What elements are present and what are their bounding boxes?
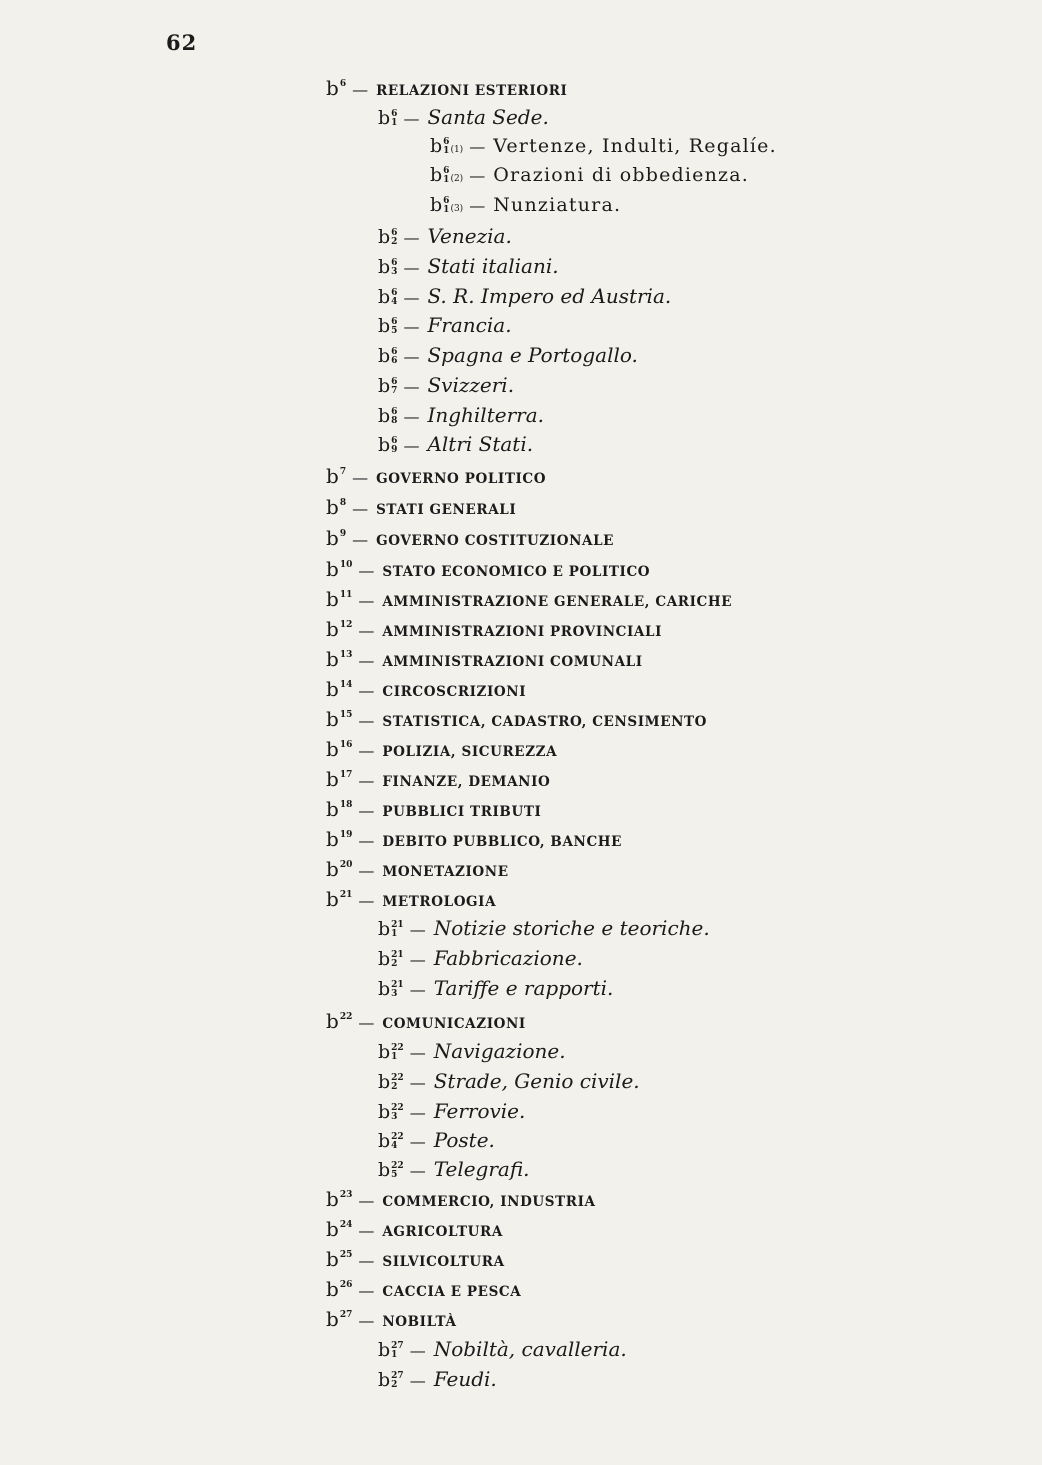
code-superscript: 6 <box>391 347 398 358</box>
entry-label: Poste. <box>433 1128 495 1152</box>
entry-label: Inghilterra. <box>427 403 544 427</box>
code-base: b <box>430 135 443 157</box>
code-subscript: 9 <box>391 445 398 455</box>
index-entry <box>378 434 533 455</box>
index-entry <box>326 889 496 910</box>
code-base: b <box>378 1339 391 1361</box>
entry-code <box>326 1249 352 1269</box>
code-base: b <box>378 1130 391 1152</box>
entry-label: Telegrafi. <box>433 1157 530 1181</box>
entry-code <box>326 769 352 789</box>
em-dash <box>403 290 419 306</box>
code-base: b <box>326 827 339 851</box>
em-dash <box>358 1015 374 1031</box>
code-base: b <box>378 256 391 278</box>
entry-code <box>326 859 352 879</box>
code-superscript: 6 <box>391 258 398 269</box>
em-dash <box>403 111 419 127</box>
code-superscript: 21 <box>339 890 353 901</box>
code-superscript: 18 <box>339 800 353 811</box>
index-entry <box>430 166 749 185</box>
index-entry <box>326 799 541 820</box>
entry-code <box>378 1132 404 1151</box>
entry-code <box>378 1341 404 1360</box>
code-superscript: 6 <box>391 228 398 239</box>
entry-label: Nunziatura. <box>493 194 622 216</box>
em-dash <box>410 1075 426 1091</box>
entry-label: METROLOGIA <box>382 894 497 910</box>
entry-code <box>378 228 397 247</box>
entry-code <box>378 377 397 396</box>
em-dash <box>410 952 426 968</box>
entry-label: Francia. <box>427 313 512 337</box>
em-dash <box>469 139 485 155</box>
index-entry <box>378 107 549 128</box>
entry-label: Stati italiani. <box>427 254 559 278</box>
code-subscript: 1 <box>391 118 398 128</box>
code-base: b <box>378 226 391 248</box>
entry-label: Venezia. <box>427 224 512 248</box>
entry-code <box>378 258 397 277</box>
code-subscript: 4 <box>391 297 398 307</box>
code-base: b <box>378 315 391 337</box>
em-dash <box>410 1134 426 1150</box>
code-superscript: 25 <box>339 1250 353 1261</box>
entry-label: GOVERNO POLITICO <box>376 471 547 487</box>
entry-code <box>326 1309 352 1329</box>
entry-code <box>326 679 352 699</box>
em-dash <box>358 803 374 819</box>
em-dash <box>358 683 374 699</box>
code-base: b <box>326 76 339 100</box>
code-superscript: 22 <box>391 1103 404 1114</box>
code-base: b <box>378 978 391 1000</box>
code-superscript: 20 <box>339 860 353 871</box>
index-entry <box>378 918 710 939</box>
em-dash <box>358 1313 374 1329</box>
code-base: b <box>326 587 339 611</box>
code-superscript: 13 <box>339 650 353 661</box>
em-dash <box>403 260 419 276</box>
index-entry <box>378 345 638 366</box>
code-subscript: 1 <box>443 146 450 156</box>
em-dash <box>352 501 368 517</box>
code-superscript: 8 <box>339 498 347 509</box>
code-superscript: 23 <box>339 1190 353 1201</box>
code-base: b <box>378 375 391 397</box>
entry-label: Orazioni di obbedienza. <box>493 164 750 186</box>
entry-label: POLIZIA, SICUREZZA <box>382 744 558 760</box>
entry-code <box>378 1073 404 1092</box>
entry-code <box>326 78 346 98</box>
code-superscript: 6 <box>391 317 398 328</box>
code-superscript: 15 <box>339 710 353 721</box>
em-dash <box>410 1105 426 1121</box>
code-base: b <box>378 434 391 456</box>
em-dash <box>358 1253 374 1269</box>
index-entry <box>378 1071 640 1092</box>
entry-code <box>326 889 352 909</box>
entry-label: Navigazione. <box>433 1039 566 1063</box>
entry-label: FINANZE, DEMANIO <box>382 774 551 790</box>
em-dash <box>358 563 374 579</box>
index-entry <box>378 1130 495 1151</box>
code-superscript: 10 <box>339 560 353 571</box>
em-dash <box>410 1343 426 1359</box>
em-dash <box>403 438 419 454</box>
code-base: b <box>430 194 443 216</box>
entry-code <box>378 347 397 366</box>
entry-code <box>326 619 352 639</box>
code-superscript: 6 <box>391 407 398 418</box>
entry-label: Notizie storiche e teoriche. <box>433 916 710 940</box>
code-superscript: 7 <box>339 467 347 478</box>
entry-code <box>378 109 397 128</box>
entry-code <box>326 466 346 486</box>
index-entry <box>378 315 512 336</box>
entry-code <box>326 709 352 729</box>
entry-code <box>378 920 404 939</box>
index-entry <box>326 619 662 640</box>
entry-code <box>378 1161 404 1180</box>
em-dash <box>469 198 485 214</box>
entry-label: Ferrovie. <box>433 1099 526 1123</box>
index-entry <box>430 137 777 156</box>
entry-label: GOVERNO COSTITUZIONALE <box>376 533 615 549</box>
code-base: b <box>326 1277 339 1301</box>
code-subscript: 2 <box>391 959 398 969</box>
entry-label: RELAZIONI ESTERIORI <box>376 83 568 99</box>
code-superscript: 6 <box>339 79 347 90</box>
entry-label: Altri Stati. <box>427 432 534 456</box>
code-subscript: 5 <box>391 326 398 336</box>
index-entry <box>326 1189 596 1210</box>
entry-label: Fabbricazione. <box>433 946 583 970</box>
index-entry <box>326 1011 526 1032</box>
entry-label: AMMINISTRAZIONI PROVINCIALI <box>382 624 663 640</box>
index-entry <box>326 1249 505 1270</box>
entry-code <box>378 317 397 336</box>
code-subscript: 6 <box>391 356 398 366</box>
code-base: b <box>326 1187 339 1211</box>
index-entry <box>378 978 613 999</box>
code-superscript: 26 <box>339 1280 353 1291</box>
code-base: b <box>326 1217 339 1241</box>
code-superscript: 6 <box>391 288 398 299</box>
entry-code <box>326 1219 352 1239</box>
code-subscript: 2 <box>391 1082 398 1092</box>
index-entry <box>326 1279 521 1300</box>
code-base: b <box>326 1307 339 1331</box>
em-dash <box>358 1283 374 1299</box>
code-base: b <box>326 1247 339 1271</box>
code-index: (3) <box>450 204 464 214</box>
em-dash <box>469 168 485 184</box>
em-dash <box>358 743 374 759</box>
code-subscript: 4 <box>391 1141 398 1151</box>
index-entry <box>326 466 546 487</box>
index-entry <box>378 226 512 247</box>
em-dash <box>352 470 368 486</box>
code-base: b <box>326 647 339 671</box>
code-subscript: 1 <box>391 1350 398 1360</box>
code-superscript: 6 <box>391 436 398 447</box>
entry-code <box>326 799 352 819</box>
index-entry <box>326 497 516 518</box>
entry-label: Svizzeri. <box>427 373 515 397</box>
entry-code <box>326 1011 352 1031</box>
em-dash <box>403 409 419 425</box>
entry-label: DEBITO PUBBLICO, BANCHE <box>382 834 623 850</box>
entry-code <box>326 649 352 669</box>
code-superscript: 6 <box>391 109 398 120</box>
code-subscript: 5 <box>391 1170 398 1180</box>
code-superscript: 19 <box>339 830 353 841</box>
entry-code <box>326 1279 352 1299</box>
entry-label: STATISTICA, CADASTRO, CENSIMENTO <box>382 714 708 730</box>
code-base: b <box>326 707 339 731</box>
entry-code <box>326 739 352 759</box>
em-dash <box>403 230 419 246</box>
code-base: b <box>326 797 339 821</box>
index-entry <box>326 589 732 610</box>
code-subscript: 3 <box>391 267 398 277</box>
em-dash <box>410 1373 426 1389</box>
em-dash <box>403 319 419 335</box>
code-superscript: 17 <box>339 770 353 781</box>
code-base: b <box>378 286 391 308</box>
code-superscript: 21 <box>391 920 404 931</box>
em-dash <box>358 713 374 729</box>
entry-label: S. R. Impero ed Austria. <box>427 284 672 308</box>
code-superscript: 6 <box>443 137 450 148</box>
entry-code <box>378 980 404 999</box>
code-base: b <box>430 164 443 186</box>
code-base: b <box>326 464 339 488</box>
index-entry <box>326 528 614 549</box>
entry-code <box>378 1043 404 1062</box>
entry-code <box>326 589 352 609</box>
code-base: b <box>378 107 391 129</box>
entry-code <box>378 407 397 426</box>
index-entry <box>326 649 643 670</box>
code-subscript: 8 <box>391 416 398 426</box>
entry-label: COMUNICAZIONI <box>382 1016 526 1032</box>
index-entry <box>326 679 526 700</box>
code-index: (2) <box>450 174 464 184</box>
em-dash <box>358 833 374 849</box>
code-superscript: 22 <box>391 1161 404 1172</box>
code-superscript: 27 <box>391 1341 404 1352</box>
code-subscript: 3 <box>391 989 398 999</box>
index-entry <box>326 739 557 760</box>
code-base: b <box>326 857 339 881</box>
em-dash <box>352 82 368 98</box>
entry-label: Tariffe e rapporti. <box>433 976 614 1000</box>
index-entry <box>430 196 621 215</box>
entry-label: AGRICOLTURA <box>382 1224 503 1240</box>
entry-code <box>378 288 397 307</box>
code-base: b <box>326 887 339 911</box>
index-entry <box>378 1339 627 1360</box>
em-dash <box>358 773 374 789</box>
em-dash <box>352 532 368 548</box>
index-entry <box>326 78 567 99</box>
entry-code <box>326 559 352 579</box>
code-superscript: 21 <box>391 980 404 991</box>
entry-code <box>378 1371 404 1390</box>
code-superscript: 12 <box>339 620 353 631</box>
index-entry <box>326 559 650 580</box>
entry-label: CIRCOSCRIZIONI <box>382 684 527 700</box>
em-dash <box>358 1193 374 1209</box>
entry-label: Vertenze, Indulti, Regalíe. <box>493 135 777 157</box>
entry-label: COMMERCIO, INDUSTRIA <box>382 1194 596 1210</box>
em-dash <box>358 623 374 639</box>
entry-code <box>430 196 463 215</box>
index-entry <box>326 709 707 730</box>
code-subscript: 7 <box>391 386 398 396</box>
entry-label: MONETAZIONE <box>382 864 509 880</box>
index-entry <box>326 829 622 850</box>
index-entry <box>378 1159 530 1180</box>
code-base: b <box>378 918 391 940</box>
code-base: b <box>378 1159 391 1181</box>
entry-label: AMMINISTRAZIONI COMUNALI <box>382 654 643 670</box>
entry-code <box>430 137 463 156</box>
entry-code <box>326 1189 352 1209</box>
entry-code <box>378 1103 404 1122</box>
entry-label: STATI GENERALI <box>376 502 517 518</box>
em-dash <box>410 982 426 998</box>
code-base: b <box>326 677 339 701</box>
entry-code <box>378 950 404 969</box>
entry-label: CACCIA E PESCA <box>382 1284 522 1300</box>
code-superscript: 9 <box>339 529 347 540</box>
entry-code <box>326 829 352 849</box>
em-dash <box>410 1045 426 1061</box>
entry-label: NOBILTÀ <box>382 1314 457 1330</box>
code-superscript: 6 <box>443 166 450 177</box>
code-base: b <box>326 617 339 641</box>
entry-label: Feudi. <box>433 1367 497 1391</box>
entry-label: SILVICOLTURA <box>382 1254 505 1270</box>
code-superscript: 22 <box>391 1073 404 1084</box>
index-entry <box>326 859 509 880</box>
code-base: b <box>378 345 391 367</box>
index-entry <box>378 405 544 426</box>
code-superscript: 27 <box>339 1310 353 1321</box>
em-dash <box>358 863 374 879</box>
entry-label: Nobiltà, cavalleria. <box>433 1337 627 1361</box>
entry-code <box>378 436 397 455</box>
index-entry <box>378 256 559 277</box>
code-subscript: 1 <box>443 205 450 215</box>
code-subscript: 1 <box>443 175 450 185</box>
code-base: b <box>378 948 391 970</box>
index-entry <box>378 286 671 307</box>
entry-label: PUBBLICI TRIBUTI <box>382 804 542 820</box>
em-dash <box>358 893 374 909</box>
code-subscript: 2 <box>391 1380 398 1390</box>
code-base: b <box>326 495 339 519</box>
em-dash <box>403 349 419 365</box>
code-base: b <box>378 405 391 427</box>
em-dash <box>358 653 374 669</box>
index-entry <box>326 1309 457 1330</box>
code-subscript: 3 <box>391 1112 398 1122</box>
code-subscript: 1 <box>391 929 398 939</box>
code-base: b <box>326 737 339 761</box>
em-dash <box>358 593 374 609</box>
code-index: (1) <box>450 145 464 155</box>
code-base: b <box>326 557 339 581</box>
entry-label: Strade, Genio civile. <box>433 1069 640 1093</box>
code-base: b <box>378 1071 391 1093</box>
index-entry <box>378 1101 525 1122</box>
em-dash <box>403 379 419 395</box>
entry-label: AMMINISTRAZIONE GENERALE, CARICHE <box>382 594 733 610</box>
code-superscript: 22 <box>391 1132 404 1143</box>
entry-label: STATO ECONOMICO E POLITICO <box>382 564 651 580</box>
code-superscript: 6 <box>391 377 398 388</box>
page-number: 62 <box>166 30 198 55</box>
em-dash <box>410 922 426 938</box>
code-superscript: 6 <box>443 196 450 207</box>
index-entry <box>378 375 514 396</box>
code-superscript: 11 <box>339 590 353 601</box>
code-superscript: 27 <box>391 1371 404 1382</box>
entry-label: Santa Sede. <box>427 105 549 129</box>
entry-label: Spagna e Portogallo. <box>427 343 638 367</box>
entry-code <box>326 497 346 517</box>
code-superscript: 22 <box>391 1043 404 1054</box>
index-entry <box>326 769 550 790</box>
code-base: b <box>326 1009 339 1033</box>
code-base: b <box>326 767 339 791</box>
code-superscript: 24 <box>339 1220 353 1231</box>
entry-code <box>326 528 346 548</box>
code-base: b <box>326 526 339 550</box>
code-superscript: 22 <box>339 1012 353 1023</box>
entry-code <box>430 166 463 185</box>
code-superscript: 21 <box>391 950 404 961</box>
code-superscript: 14 <box>339 680 353 691</box>
code-base: b <box>378 1369 391 1391</box>
index-entry <box>378 1369 497 1390</box>
code-superscript: 16 <box>339 740 353 751</box>
index-entry <box>378 1041 566 1062</box>
code-subscript: 1 <box>391 1052 398 1062</box>
code-subscript: 2 <box>391 237 398 247</box>
code-base: b <box>378 1101 391 1123</box>
em-dash <box>410 1163 426 1179</box>
code-base: b <box>378 1041 391 1063</box>
index-entry <box>326 1219 503 1240</box>
index-entry <box>378 948 583 969</box>
em-dash <box>358 1223 374 1239</box>
